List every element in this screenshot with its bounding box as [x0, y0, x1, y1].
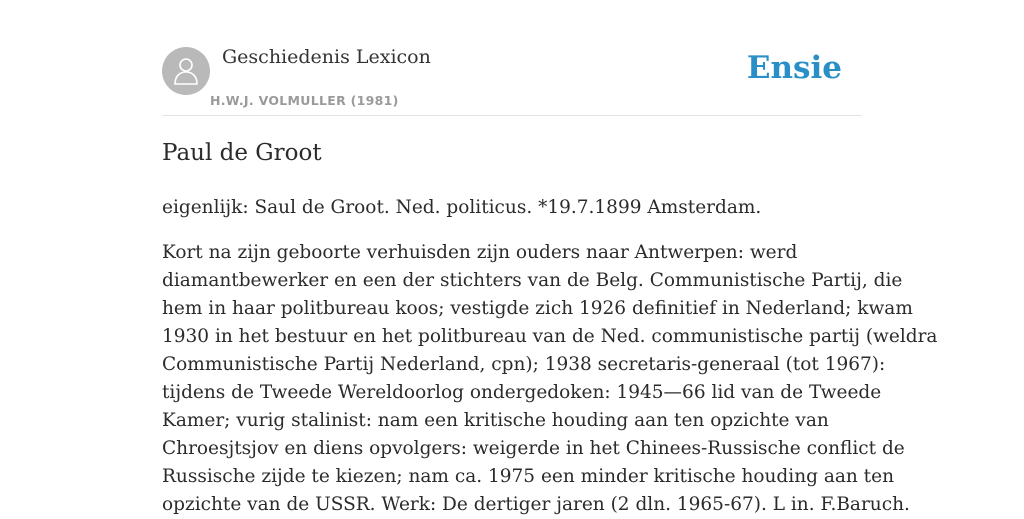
ensie-logo[interactable]: Ensie [746, 50, 842, 86]
source-author[interactable]: H.W.J. VOLMULLER (1981) [210, 93, 399, 108]
article-lead: eigenlijk: Saul de Groot. Ned. politicus. *19.7.1899 Amsterdam. [162, 197, 762, 218]
body-line: hem in haar politbureau koos; vestigde zich 1926 definitief in Nederland; kwam [162, 298, 913, 319]
body-line: tijdens de Tweede Wereldoorlog ondergedoken: 1945—66 lid van de Tweede [162, 382, 882, 403]
body-line: Kort na zijn geboorte verhuisden zijn ouders naar Antwerpen: werd [162, 242, 798, 263]
user-avatar-icon[interactable] [162, 47, 210, 95]
user-silhouette-icon [172, 56, 200, 86]
body-line: 1930 in het bestuur en het politbureau van de Ned. communistische partij (weldra [162, 326, 938, 347]
body-line: Chroesjtsjov en diens opvolgers: weigerde in het Chinees-Russische conflict de [162, 438, 905, 459]
body-line: Russische zijde te kiezen; nam ca. 1975 een minder kritische houding aan ten [162, 466, 894, 487]
body-line: Kamer; vurig stalinist: nam een kritische houding aan ten opzichte van [162, 410, 829, 431]
source-header [162, 0, 862, 116]
article-title: Paul de Groot [162, 140, 322, 166]
page-container [162, 0, 938, 515]
body-line: Communistische Partij Nederland, cpn); 1938 secretaris-generaal (tot 1967): [162, 354, 886, 375]
article-body [162, 239, 938, 519]
body-line: diamantbewerker en een der stichters van de Belg. Communistische Partij, die [162, 270, 903, 291]
body-line: opzichte van de USSR. Werk: De dertiger jaren (2 dln. 1965-67). L in. F.Baruch. [162, 494, 910, 515]
source-title[interactable]: Geschiedenis Lexicon [222, 46, 431, 68]
